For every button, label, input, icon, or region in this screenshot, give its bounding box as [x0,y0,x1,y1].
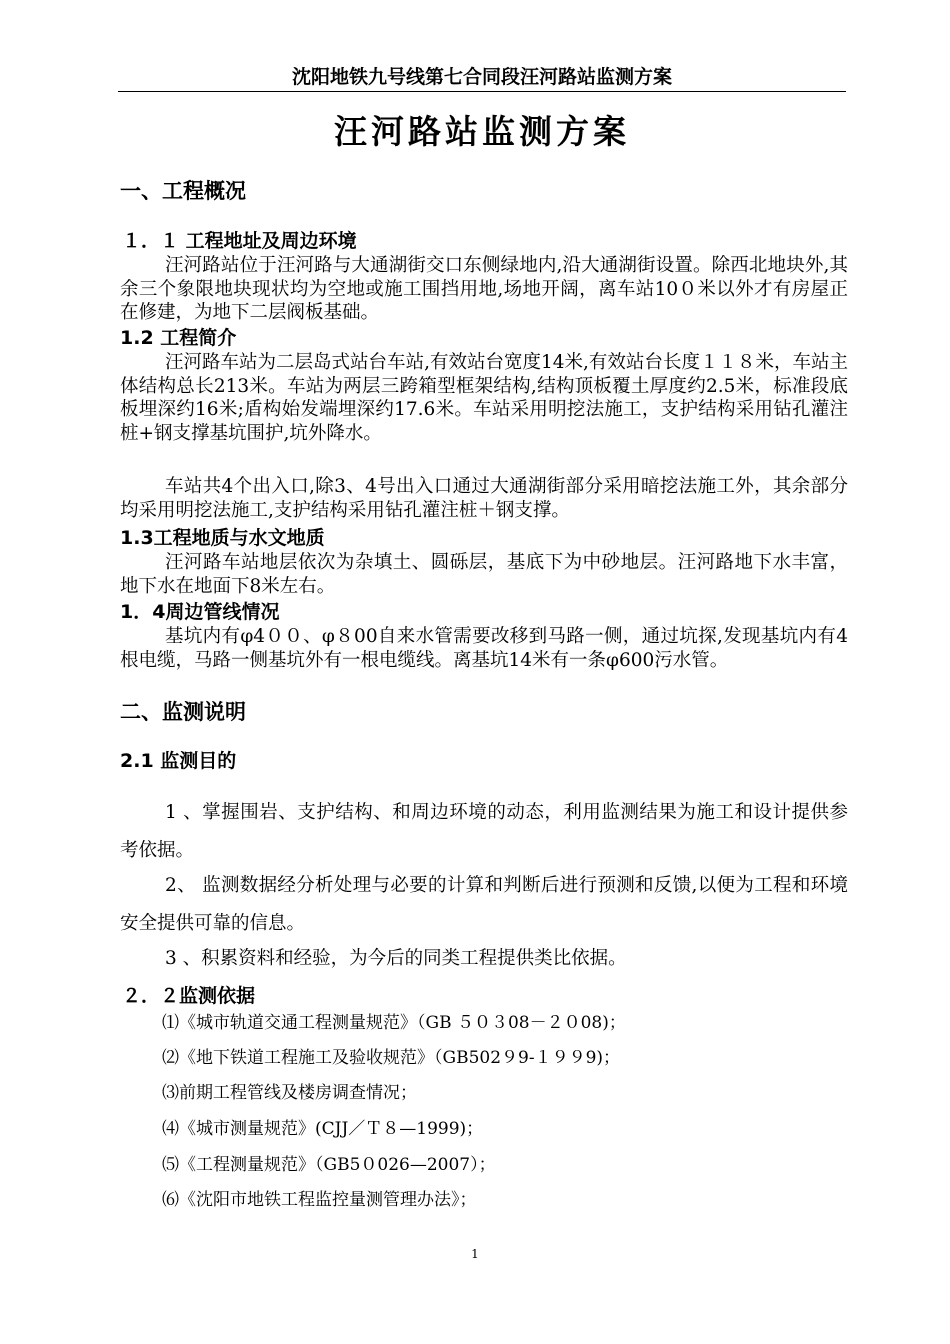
reference-item: ⑷《城市测量规范》(CJJ／Ｔ８—1999)； [162,1119,484,1139]
section-heading-2-2: ２．２监测依据 [122,985,256,1007]
section-heading-1-2: 1.2 工程简介 [120,327,237,349]
reference-item: ⑸《工程测量规范》（GB5０026—2007）； [162,1155,496,1175]
paragraph-2-1-b: 2、 监测数据经分析处理与必要的计算和判断后进行预测和反馈,以便为工程和环境安全提供可靠的信息。 [120,875,848,934]
section-heading-1: 一、工程概况 [120,179,246,203]
section-heading-1-1: １．１ 工程地址及周边环境 [122,230,357,252]
document-title: 汪河路站监测方案 [334,112,630,151]
header-rule [118,91,846,92]
paragraph-1-1: 汪河路站位于汪河路与大通湖街交口东侧绿地内,沿大通湖街设置。除西北地块外,其余三个象限地块现状均为空地或施工围挡用地,场地开阔，离车站10０米以外才有房屋正在修建，为地下二层阀板基础。 [120,255,848,323]
paragraph-2-1-c: 3 、积累资料和经验，为今后的同类工程提供类比依据。 [165,948,627,969]
page-header: 沈阳地铁九号线第七合同段汪河路站监测方案 [291,66,672,88]
section-heading-2-1: 2.1 监测目的 [120,750,237,772]
reference-item: ⑹《沈阳市地铁工程监控量测管理办法》； [162,1190,477,1210]
reference-item: ⑵《地下铁道工程施工及验收规范》（GB502９9-１９９9)； [162,1048,621,1068]
paragraph-2-1-a: 1 、掌握围岩、支护结构、和周边环境的动态，利用监测结果为施工和设计提供参考依据。 [120,802,848,861]
paragraph-1-2-b: 车站共4个出入口,除3、4号出入口通过大通湖街部分采用暗挖法施工外，其余部分均采用明挖法施工,支护结构采用钻孔灌注桩＋钢支撑。 [120,476,848,521]
reference-item: ⑴《城市轨道交通工程测量规范》（GB ５０３08－２０08)； [162,1013,626,1033]
paragraph-1-3: 汪河路车站地层依次为杂填土、圆砾层，基底下为中砂地层。汪河路地下水丰富，地下水在地面下8米左右。 [120,552,848,597]
paragraph-1-4: 基坑内有φ4００、φ８00自来水管需要改移到马路一侧，通过坑探,发现基坑内有4根电缆，马路一侧基坑外有一根电缆线。离基坑14米有一条φ600污水管。 [120,626,848,671]
section-heading-2: 二、监测说明 [120,700,246,724]
paragraph-1-2-a: 汪河路车站为二层岛式站台车站,有效站台宽度14米,有效站台长度１１８米，车站主体结构总长213米。车站为两层三跨箱型框架结构,结构顶板覆土厚度约2.5米，标准段底板埋深约16米;盾构始发端埋深约17.6米。车站采用明挖法施工，支护结构采用钻孔灌注桩+钢支撑基坑围护,坑外降水。 [120,352,848,444]
page-number: 1 [471,1247,479,1261]
section-heading-1-4: 1．4周边管线情况 [120,601,280,623]
reference-item: ⑶前期工程管线及楼房调查情况； [162,1083,417,1103]
section-heading-1-3: 1.3工程地质与水文地质 [120,527,325,549]
